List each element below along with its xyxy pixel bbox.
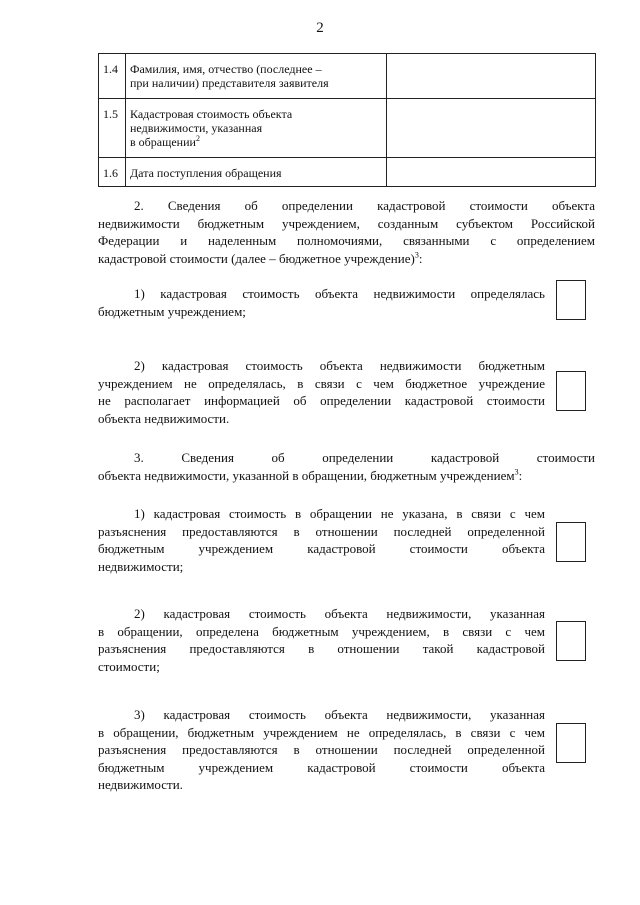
text-line: объекта недвижимости, указанной в обращении, бюджетным учреждением [98, 467, 515, 483]
cadastral-value-field[interactable] [387, 99, 596, 158]
text-line: в обращении, бюджетным учреждением не определялась, в связи с чем [98, 724, 545, 740]
text-line: недвижимости бюджетным учреждением, созданным субъектом Российской [98, 215, 595, 231]
line-tail: : [418, 250, 423, 266]
section-2-heading [98, 197, 595, 267]
table-row [99, 54, 596, 99]
text-line: 2. Сведения об определении кадастровой стоимости объекта [134, 198, 595, 213]
label-line: при наличии) представителя заявителя [130, 76, 329, 90]
section-3-option-3 [98, 706, 545, 794]
text-line: стоимости; [98, 658, 160, 674]
label-line: Фамилия, имя, отчество (последнее – [130, 62, 322, 76]
text-line: недвижимости; [98, 558, 184, 574]
footnote-marker: 3 [414, 250, 419, 260]
page-number: 2 [316, 20, 324, 36]
text-line: учреждением не определялась, в связи с чем бюджетное учреждение [98, 375, 545, 391]
applicant-info-table [98, 53, 596, 187]
line-tail: : [518, 467, 523, 483]
text-line-end [98, 467, 595, 485]
text-line: в обращении, определена бюджетным учреждением, в связи с чем [98, 623, 545, 639]
label-line: недвижимости, указанная [130, 121, 263, 135]
text-line: 1) кадастровая стоимость объекта недвижимости определялась [134, 286, 545, 301]
section-2-option-1-checkbox[interactable] [556, 280, 586, 320]
section-2-option-2 [98, 357, 545, 427]
section-3-option-3-checkbox[interactable] [556, 723, 586, 763]
text-line: недвижимости. [98, 777, 183, 792]
row-label [126, 158, 387, 187]
row-number: 1.6 [99, 158, 126, 187]
footnote-marker: 2 [195, 134, 200, 143]
text-line: объекта недвижимости. [98, 410, 230, 426]
row-label [126, 99, 387, 158]
row-number: 1.5 [99, 99, 126, 158]
section-2-option-2-checkbox[interactable] [556, 371, 586, 411]
text-line: 1) кадастровая стоимость в обращении не указана, в связи с чем [134, 506, 545, 521]
table-row [99, 158, 596, 187]
text-line: бюджетным учреждением; [98, 303, 246, 319]
text-line: разъяснения предоставляются в отношении последней определенной [98, 742, 545, 757]
text-line: разъяснения предоставляются в отношении последней определенной [98, 523, 545, 539]
text-line: бюджетным учреждением кадастровой стоимости объекта [98, 541, 545, 556]
table-row [99, 99, 596, 158]
text-line: 3. Сведения об определении кадастровой стоимости [134, 450, 595, 465]
request-date-field[interactable] [387, 158, 596, 187]
text-line-end [98, 250, 595, 268]
text-line: не располагает информацией об определении кадастровой стоимости [98, 393, 545, 408]
label-line: Дата поступления обращения [130, 166, 282, 180]
text-line: разъяснения предоставляются в отношении такой кадастровой [98, 641, 545, 656]
row-number: 1.4 [99, 54, 126, 99]
section-3-option-1 [98, 505, 545, 575]
section-3-option-1-checkbox[interactable] [556, 522, 586, 562]
row-label [126, 54, 387, 99]
section-2-option-1 [98, 285, 545, 320]
representative-name-field[interactable] [387, 54, 596, 99]
section-3-option-2-checkbox[interactable] [556, 621, 586, 661]
text-line: кадастровой стоимости (далее – бюджетное учреждение) [98, 250, 415, 266]
label-line: в обращении [130, 135, 196, 149]
footnote-marker: 3 [514, 467, 519, 477]
text-line: 2) кадастровая стоимость объекта недвижимости бюджетным [134, 358, 545, 373]
text-line: бюджетным учреждением кадастровой стоимости объекта [98, 759, 545, 775]
text-line: Федерации и наделенным полномочиями, связанными с определением [98, 233, 595, 248]
text-line: 3) кадастровая стоимость объекта недвижимости, указанная [134, 707, 545, 722]
text-line: 2) кадастровая стоимость объекта недвижимости, указанная [134, 606, 545, 621]
section-3-option-2 [98, 605, 545, 675]
label-line: Кадастровая стоимость объекта [130, 107, 293, 121]
section-3-heading [98, 449, 595, 484]
